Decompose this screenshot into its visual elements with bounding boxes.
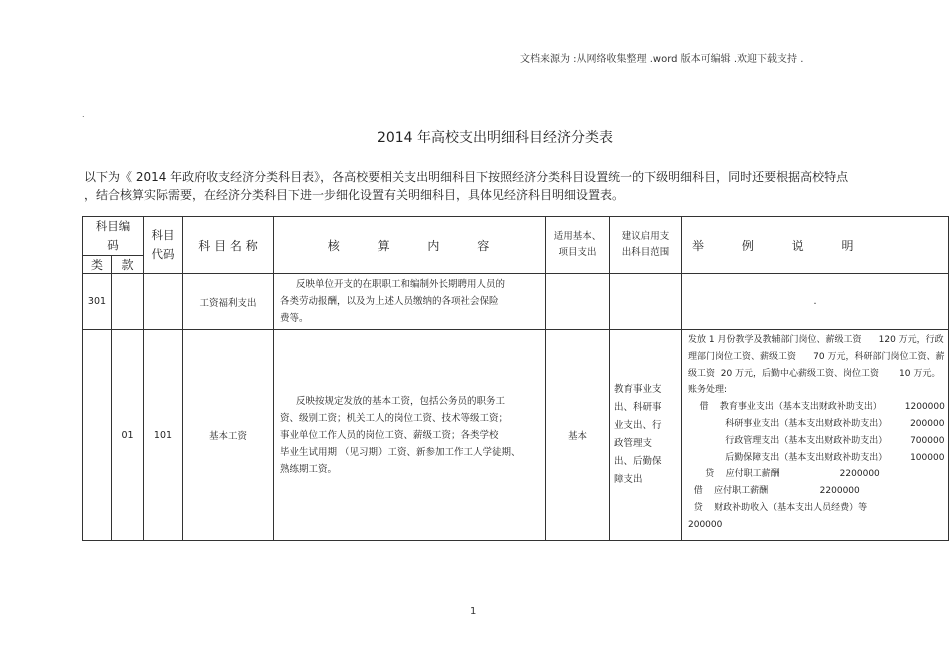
header-example: 举 例 说 明 [682, 217, 949, 274]
row1-kuan [112, 274, 144, 330]
row2-example-line: 贷 应付职工薪酬 2200000 [688, 469, 880, 480]
table-header-row [83, 217, 949, 256]
row1-code [144, 274, 183, 330]
header-lei: 类 [83, 256, 112, 274]
header-kuan: 款 [112, 256, 144, 274]
row2-desc-line: 事业单位工作人员的岗位工资、薪级工资；各类学校 [280, 429, 499, 441]
intro-line-2: ，结合核算实际需要，在经济分类科目下进一步细化设置有关明细科目，具体见经济科目明细设置表。 [84, 188, 625, 202]
row2-example-line: 贷 财政补助收入（基本支出人员经费）等 [688, 502, 868, 513]
page-number: 1 [470, 606, 477, 617]
row2-example-line: 借 应付职工薪酬 2200000 [688, 486, 860, 497]
row1-desc-line: 反映单位开支的在职职工和编制外长期聘用人员的 [296, 279, 506, 290]
classification-table [82, 216, 949, 541]
header-code-line1: 科目 [151, 228, 175, 242]
header-accounting-content: 核 算 内 容 [274, 217, 546, 274]
row2-example-line: 200000 [688, 519, 723, 530]
row2-scope-line: 出、科研事 [614, 402, 662, 413]
row2-example-line: 账务处理: [688, 385, 728, 396]
header-code [144, 217, 183, 274]
document-source-note: 文档来源为 :从网络收集整理 .word 版本可编辑 .欢迎下载支持 . [520, 54, 804, 65]
intro-paragraph [84, 168, 944, 204]
header-subject-code-line2: 码 [107, 238, 119, 252]
row2-desc-line: 熟练期工资。 [280, 463, 338, 475]
header-subject-name: 科 目 名 称 [183, 217, 274, 274]
intro-line-1: 以下为《 2014 年政府收支经济分类科目表》，各高校要相关支出明细科目下按照经济分类科目设置统一的下级明细科目，同时还要根据高校特点 [84, 170, 849, 184]
row2-scope-line: 障支出 [614, 474, 643, 485]
row2-code: 101 [144, 330, 183, 541]
row2-scope-line: 教育事业支 [614, 384, 662, 395]
row1-example: . [682, 274, 949, 330]
row2-scope-line: 业支出、行 [614, 420, 662, 431]
row2-scope-line: 出、后勤保 [614, 456, 662, 467]
row2-example-line: 行政管理支出（基本支出财政补助支出） 700000 [688, 435, 945, 446]
header-suggested-line2: 出科目范围 [621, 247, 670, 258]
row2-example-line: 理部门岗位工资、薪级工资 70 万元，科研部门岗位工资、薪 [688, 351, 945, 362]
row2-example-line: 科研事业支出（基本支出财政补助支出） 200000 [688, 418, 945, 429]
row2-lei [83, 330, 112, 541]
row1-desc-line: 费等。 [280, 313, 309, 324]
row1-description [274, 274, 546, 330]
row2-desc-line: 毕业生试用期 （见习期）工资、新参加工作工人学徒期、 [280, 446, 521, 458]
row2-kuan: 01 [112, 330, 144, 541]
row1-lei: 301 [83, 274, 112, 330]
header-applicable [546, 217, 610, 274]
row2-scope-line: 政管理支 [614, 438, 653, 449]
row1-applicable [546, 274, 610, 330]
header-subject-code-line1: 科目编 [95, 219, 131, 233]
row2-description [274, 330, 546, 541]
header-subject-code [83, 217, 144, 256]
row2-scope [610, 330, 682, 541]
header-code-line2: 代码 [151, 247, 175, 261]
header-applicable-line1: 适用基本、 [553, 231, 602, 242]
header-applicable-line2: 项目支出 [558, 247, 597, 258]
row2-example-line: 发放 1 月份教学及教辅部门岗位、薪级工资 120 万元，行政 [688, 335, 944, 345]
row2-subject-name: 基本工资 [183, 330, 274, 541]
header-suggested-scope [610, 217, 682, 274]
row1-desc-line: 各类劳动报酬，以及为上述人员缴纳的各项社会保险 [280, 296, 499, 307]
row2-example [682, 330, 949, 541]
dot-mark: . [82, 110, 85, 119]
row2-example-line: 借 教育事业支出（基本支出财政补助支出） 1200000 [688, 402, 945, 413]
row2-example-line: 级工资 20 万元，后勤中心薪级工资、岗位工资 10 万元。 [688, 368, 941, 379]
table-row [83, 330, 949, 541]
table-row [83, 274, 949, 330]
row1-subject-name: 工资福利支出 [183, 274, 274, 330]
row2-desc-line: 资、级别工资；机关工人的岗位工资、技术等级工资； [280, 412, 509, 424]
row1-scope [610, 274, 682, 330]
document-title: 2014 年高校支出明细科目经济分类表 [376, 130, 614, 146]
row2-desc-line: 反映按规定发放的基本工资，包括公务员的职务工 [296, 395, 506, 407]
header-suggested-line1: 建议启用支 [621, 231, 670, 242]
row2-applicable: 基本 [546, 330, 610, 541]
row2-example-line: 后勤保障支出（基本支出财政补助支出） 100000 [688, 452, 945, 463]
